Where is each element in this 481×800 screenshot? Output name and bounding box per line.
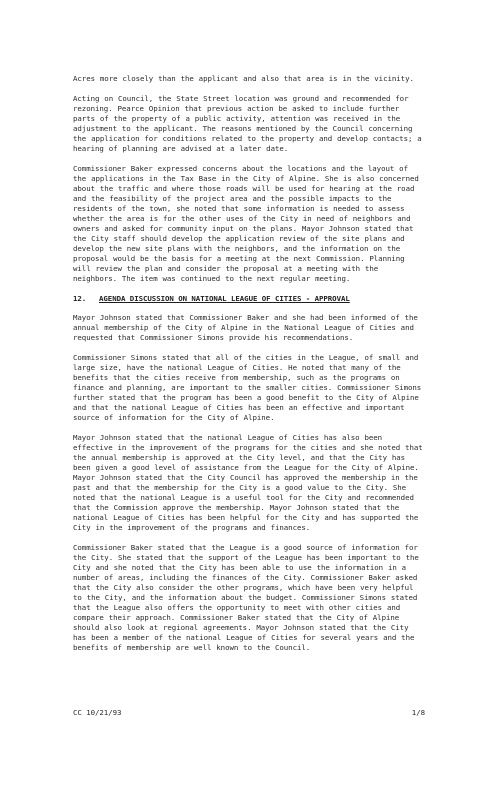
document-body [73, 74, 425, 663]
paragraph: Acting on Council, the State Street location was ground and recommended for rezoning. Pearce Opinion that previous action be asked to include further parts of the property of a public activity, attention was received in the adjustment to the applicant. The reasons mentioned by the Council concerning the application for conditions related to the property and develop contacts; a hearing of planning are advised at a later date. [73, 94, 422, 153]
paragraph: Commissioner Baker stated that the League is a good source of information for the City. She stated that the support of the League has been important to the City and she noted that the City has been able to use the information in a number of areas, including the finances of the City. Commissioner Baker asked that the City also consider the other programs, which have been very helpful to the City, and the information about the budget. Commissioner Simons stated that the League also offers the opportunity to meet with other cities and compare their approach. Commissioner Baker stated that the City of Alpine should also look at regional agreements. Mayor Johnson stated that the City has been a member of the national League of Cities for several years and the benefits of membership are well known to the Council. [73, 543, 419, 652]
paragraph: Mayor Johnson stated that Commissioner Baker and she had been informed of the annual membership of the City of Alpine in the National League of Cities and requested that Commissioner Simons provide his recommendations. [73, 313, 418, 342]
page-footer [73, 708, 425, 718]
paragraph: Commissioner Baker expressed concerns about the locations and the layout of the applications in the Tax Base in the City of Alpine. She is also concerned about the traffic and where those roads will be used for hearing at the road and the feasibility of the project area and the possible impacts to the residents of the town, she noted that some information is needed to assess whether the area is for the other uses of the City in need of neighbors and owners and asked for community input on the plans. Mayor Johnson stated that the City staff should develop the application review of the site plans and develop the new site plans with the neighbors, and the information on the proposal would be the basis for a meeting at the next Commission. Planning will review the plan and consider the proposal at a meeting with the neighbors. The item was continued to the next regular meeting. [73, 164, 419, 283]
page-number: 1/8 [411, 708, 425, 717]
section-number: 12. [73, 294, 87, 303]
footer-date: CC 10/21/93 [73, 708, 122, 717]
paragraph: Commissioner Simons stated that all of the cities in the League, of small and large size, have the national League of Cities. He noted that many of the benefits that the cities receive from membership, such as the programs on finance and planning, are important to the smaller cities. Commissioner Simons further stated that the program has been a good benefit to the City of Alpine and that the national League of Cities has been an effective and important source of information for the City of Alpine. [73, 353, 422, 422]
section-heading [73, 294, 425, 304]
paragraph: Mayor Johnson stated that the national League of Cities has also been effective in the improvement of the programs for the cities and she noted that the annual membership is approved at the City level, and that the City has been given a good level of assistance from the League for the City of Alpine. Mayor Johnson stated that the City Council has approved the membership in the past and that the membership for the City is a good value to the City. She noted that the national League is a useful tool for the City and recommended that the Commission approve the membership. Mayor Johnson stated that the national League of Cities has been helpful for the City and has supported the City in the improvement of the programs and finances. [73, 433, 423, 532]
section-title: AGENDA DISCUSSION ON NATIONAL LEAGUE OF CITIES - APPROVAL [99, 294, 350, 303]
paragraph: Acres more closely than the applicant and also that area is in the vicinity. [73, 74, 414, 83]
